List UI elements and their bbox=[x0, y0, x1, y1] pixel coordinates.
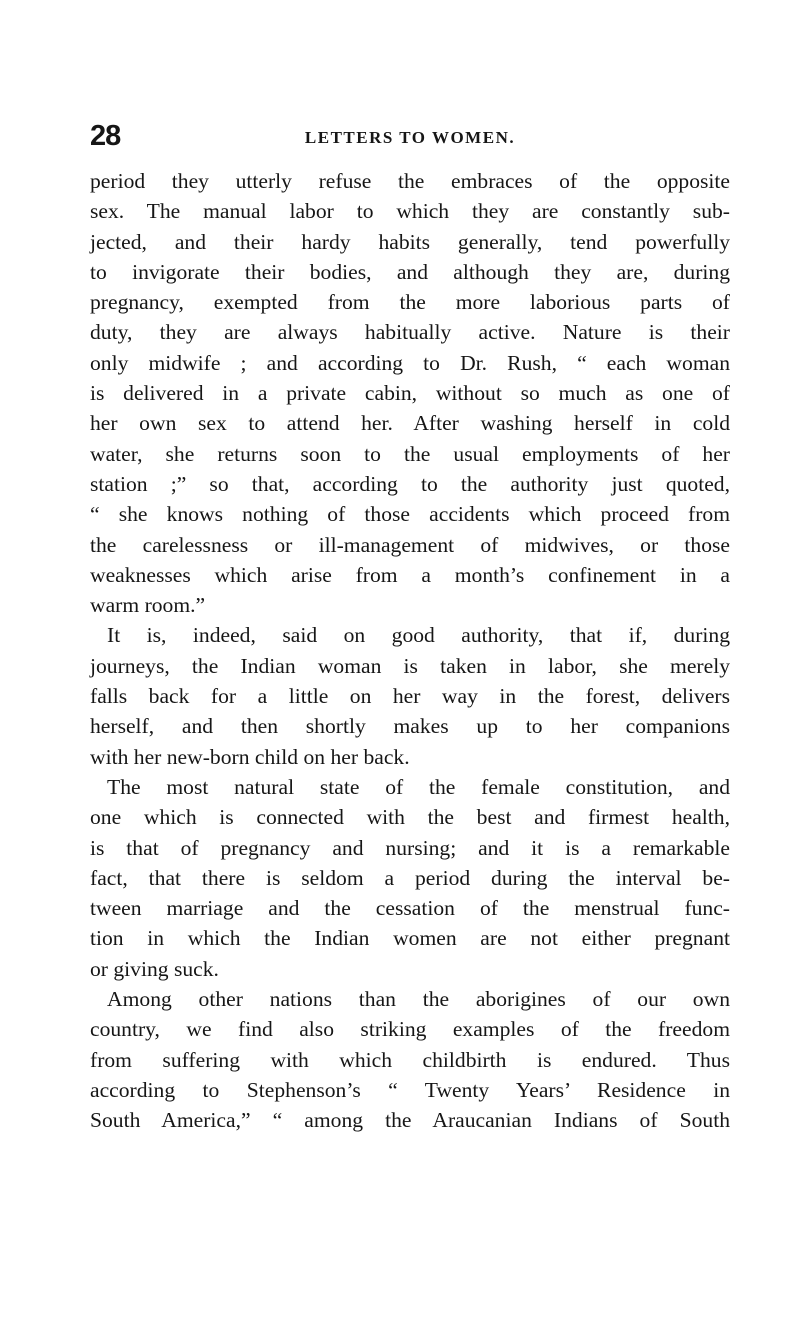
page-header bbox=[90, 118, 730, 158]
text-line: according to Stephenson’s “ Twenty Years’ Residence in bbox=[90, 1077, 730, 1102]
text-line: from suffering with which childbirth is endured. Thus bbox=[90, 1047, 730, 1072]
text-line: pregnancy, exempted from the more laborious parts of bbox=[90, 290, 730, 315]
text-line: to invigorate their bodies, and although they are, during bbox=[90, 259, 730, 284]
text-line: warm room.” bbox=[90, 593, 206, 618]
text-line: falls back for a little on her way in the forest, delivers bbox=[90, 684, 730, 709]
text-line: fact, that there is seldom a period during the interval be- bbox=[90, 865, 730, 890]
text-line: her own sex to attend her. After washing herself in cold bbox=[90, 411, 730, 436]
text-line: tween marriage and the cessation of the menstrual func- bbox=[90, 896, 730, 921]
text-line: the carelessness or ill-management of midwives, or those bbox=[90, 532, 730, 557]
text-line: or giving suck. bbox=[90, 956, 219, 981]
text-line: herself, and then shortly makes up to her companions bbox=[90, 714, 730, 739]
text-line: only midwife ; and according to Dr. Rush, “ each woman bbox=[90, 350, 730, 375]
page-number: 28 bbox=[90, 120, 121, 152]
text-line: one which is connected with the best and firmest health, bbox=[90, 805, 730, 830]
text-line: “ she knows nothing of those accidents which proceed from bbox=[90, 502, 730, 527]
body-text bbox=[90, 166, 730, 1136]
text-line: The most natural state of the female constitution, and bbox=[107, 774, 730, 799]
running-title: LETTERS TO WOMEN. bbox=[304, 128, 516, 147]
text-line: with her new-born child on her back. bbox=[90, 744, 410, 769]
text-line: station ;” so that, according to the authority just quoted, bbox=[90, 471, 730, 496]
text-line: tion in which the Indian women are not either pregnant bbox=[90, 926, 730, 951]
text-line: is delivered in a private cabin, without so much as one of bbox=[90, 381, 730, 406]
text-line: is that of pregnancy and nursing; and it is a remarkable bbox=[90, 835, 730, 860]
text-line: weaknesses which arise from a month’s confinement in a bbox=[90, 562, 730, 587]
text-line: country, we find also striking examples of the freedom bbox=[90, 1017, 730, 1042]
text-line: water, she returns soon to the usual employments of her bbox=[90, 441, 730, 466]
text-line: South America,” “ among the Araucanian Indians of South bbox=[90, 1108, 730, 1133]
text-line: period they utterly refuse the embraces of the opposite bbox=[90, 169, 730, 193]
text-line: duty, they are always habitually active. Nature is their bbox=[90, 320, 730, 345]
text-line: Among other nations than the aborigines of our own bbox=[107, 987, 730, 1012]
text-line: journeys, the Indian woman is taken in labor, she merely bbox=[90, 653, 730, 678]
text-line: It is, indeed, said on good authority, that if, during bbox=[107, 623, 730, 648]
text-line: jected, and their hardy habits generally, tend powerfully bbox=[90, 229, 730, 254]
text-line: sex. The manual labor to which they are constantly sub- bbox=[90, 199, 730, 224]
